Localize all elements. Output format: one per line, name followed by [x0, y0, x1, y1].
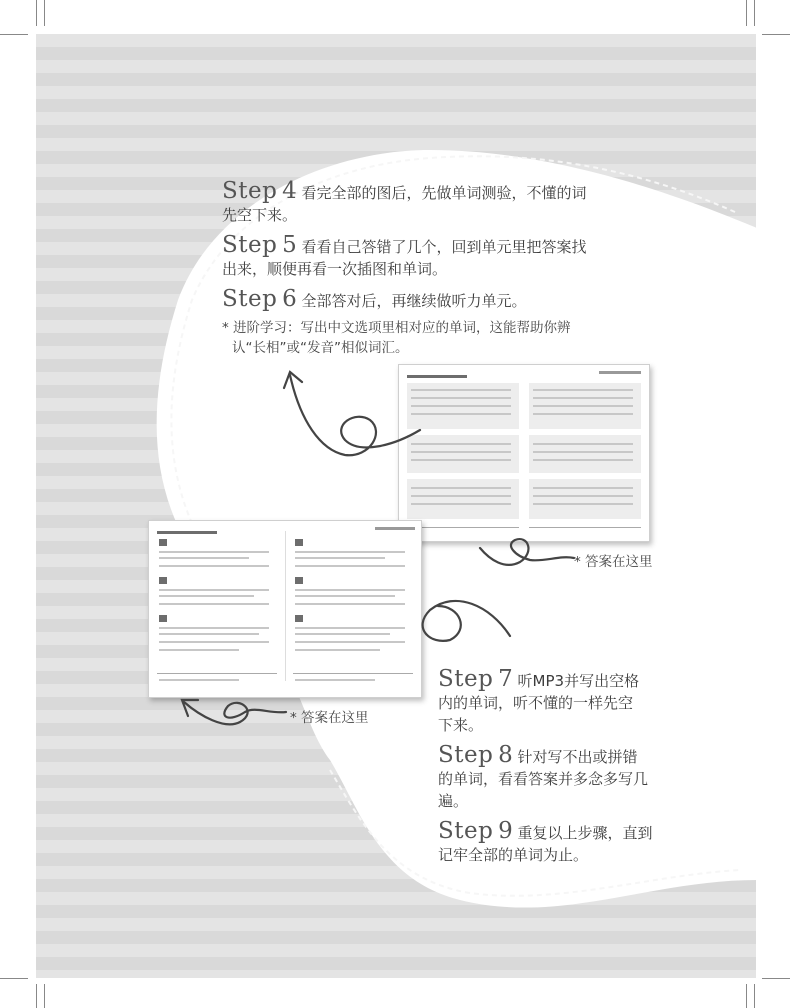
step-text-line: 先空下来。	[222, 206, 298, 224]
step-text-line: 听MP3并写出空格	[517, 672, 640, 690]
note-line: 认“长相”或“发音”相似词汇。	[232, 340, 409, 356]
step-label: Step	[222, 178, 278, 204]
step-number: 8	[498, 742, 513, 768]
step-text-line: 全部答对后，再继续做听力单元。	[301, 292, 527, 310]
answer-caption-right: * 答案在这里	[574, 554, 653, 570]
step-text-line: 记牢全部的单词为止。	[438, 846, 589, 864]
note-line: * 进阶学习：写出中文选项里相对应的单词，这能帮助你辨	[222, 320, 571, 336]
step-text-line: 下来。	[438, 716, 484, 734]
step-number: 9	[498, 818, 513, 844]
step-text-line: 的单词，看看答案并多念多写几	[438, 770, 649, 788]
step-text-line: 内的单词，听不懂的一样先空	[438, 694, 634, 712]
step-text-line: 出来，顺便再看一次插图和单词。	[222, 260, 448, 278]
step-7	[438, 668, 678, 736]
step-text-line: 看完全部的图后，先做单词测验，不懂的词	[301, 184, 587, 202]
step-text-line: 针对写不出或拼错	[517, 748, 638, 766]
step-label: Step	[438, 742, 494, 768]
step-number: 5	[282, 232, 297, 258]
step-label: Step	[222, 232, 278, 258]
step-label: Step	[222, 286, 278, 312]
step-label: Step	[438, 666, 494, 692]
step-9	[438, 820, 678, 866]
answer-caption-left: * 答案在这里	[290, 710, 369, 726]
step-number: 6	[282, 286, 297, 312]
step-number: 4	[282, 178, 297, 204]
step-number: 7	[498, 666, 513, 692]
step-text-line: 重复以上步骤，直到	[517, 824, 653, 842]
step-8	[438, 744, 678, 812]
step-text-line: 遍。	[438, 792, 469, 810]
step-text-line: 看看自己答错了几个，回到单元里把答案找	[301, 238, 587, 256]
step-label: Step	[438, 818, 494, 844]
